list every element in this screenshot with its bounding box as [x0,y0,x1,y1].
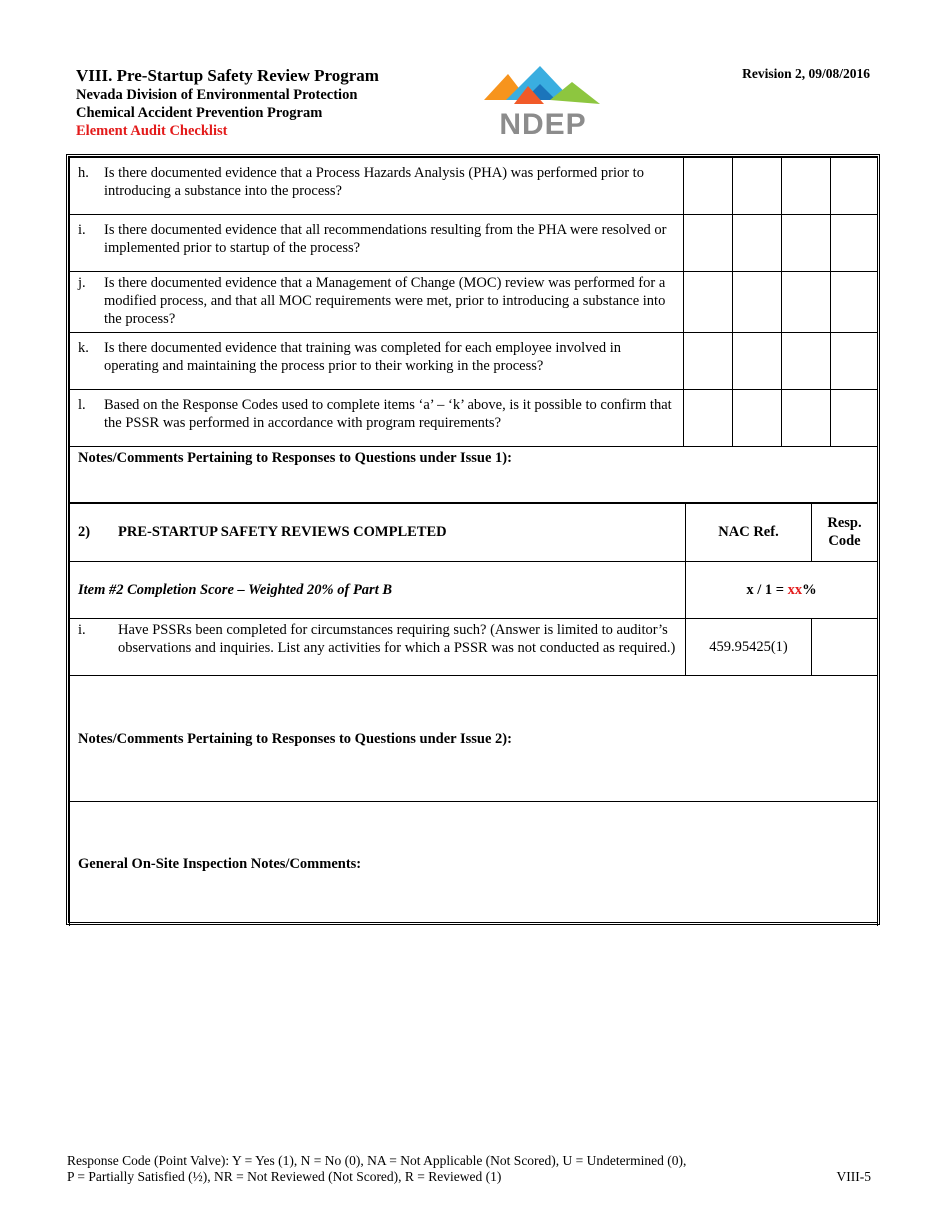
mountain-logo-icon [484,64,602,114]
question-label: i. [78,222,86,238]
legend-line-2: P = Partially Satisfied (½), NR = Not Reviewed (Not Scored), R = Reviewed (1) [67,1169,502,1184]
response-cell[interactable] [733,333,782,390]
completion-score-row [70,562,878,619]
agency-name: Nevada Division of Environmental Protection [76,87,358,103]
logo-text: NDEP [499,108,587,141]
score-placeholder: xx [787,582,803,598]
question-row-j [70,272,878,333]
section-2-table [69,504,878,926]
response-cell[interactable] [733,390,782,447]
document-header [76,66,436,140]
question-text: Based on the Response Codes used to complete items ‘a’ – ‘k’ above, is it possible to confirm that the PSSR was performed in accordance with program requirements? [104,397,672,431]
question-row-k [70,333,878,390]
completion-score-label: Item #2 Completion Score – Weighted 20% of Part B [78,582,393,598]
response-code-legend [67,1153,686,1185]
legend-line-1: Response Code (Point Valve): Y = Yes (1), N = No (0), NA = Not Applicable (Not Scored), U = Undetermined (0), [67,1153,687,1168]
question-label: j. [78,275,86,291]
ndep-logo [484,64,602,142]
section-2-header-row [70,504,878,562]
question-label: i. [78,622,86,638]
question-row-l [70,390,878,447]
response-cell[interactable] [733,272,782,333]
question-row-i [70,215,878,272]
response-cell[interactable] [831,215,878,272]
response-cell[interactable] [831,333,878,390]
response-cell[interactable] [782,390,831,447]
response-cell[interactable] [782,333,831,390]
response-cell[interactable] [831,158,878,215]
question-text: Is there documented evidence that training was completed for each employee involved in operating and maintaining the process prior to their working in the process? [104,340,621,374]
audit-checklist-table [66,154,880,925]
question-label: h. [78,165,89,181]
response-cell[interactable] [782,272,831,333]
resp-code-header: Resp. Code [812,504,878,562]
response-cell[interactable] [684,215,733,272]
response-cell[interactable] [684,333,733,390]
question-row-h [70,158,878,215]
response-cell[interactable] [684,158,733,215]
nac-ref-value: 459.95425(1) [686,619,812,676]
section-title: VIII. Pre-Startup Safety Review Program [76,66,379,85]
question-row-2i [70,619,878,676]
notes-issue-1-label: Notes/Comments Pertaining to Responses to Questions under Issue 1): [78,450,512,466]
nac-ref-header: NAC Ref. [686,504,812,562]
page-number: VIII-5 [836,1169,871,1184]
question-label: l. [78,397,86,413]
revision-label: Revision 2, 09/08/2016 [742,66,870,81]
section-2-title: PRE-STARTUP SAFETY REVIEWS COMPLETED [118,524,447,541]
response-cell[interactable] [733,158,782,215]
questions-table [69,157,878,504]
question-text: Is there documented evidence that a Process Hazards Analysis (PHA) was performed prior to introducing a substance into the process? [104,165,644,199]
general-notes-label: General On-Site Inspection Notes/Comments: [78,855,362,872]
question-label: k. [78,340,89,356]
response-cell[interactable] [684,272,733,333]
section-2-number: 2) [78,524,91,541]
response-cell[interactable] [831,272,878,333]
notes-issue-2-label: Notes/Comments Pertaining to Responses to Questions under Issue 2): [78,730,512,747]
response-cell[interactable] [812,619,878,676]
response-cell[interactable] [831,390,878,447]
notes-issue-1-row [70,447,878,503]
checklist-title: Element Audit Checklist [76,123,228,139]
general-notes-row [70,802,878,926]
response-cell[interactable] [782,158,831,215]
response-cell[interactable] [684,390,733,447]
response-cell[interactable] [782,215,831,272]
question-text: Is there documented evidence that all recommendations resulting from the PHA were resolved or implemented prior to startup of the process? [104,222,667,256]
completion-score-value: x / 1 = xx% [686,562,878,619]
question-text: Is there documented evidence that a Management of Change (MOC) review was performed for a modified process, and that all MOC requirements were met, prior to introducing a substance into the process? [104,275,666,327]
program-name: Chemical Accident Prevention Program [76,105,323,121]
notes-issue-2-row [70,676,878,802]
response-cell[interactable] [733,215,782,272]
question-text: Have PSSRs been completed for circumstances requiring such? (Answer is limited to auditor’s observations and inquiries. List any activities for which a PSSR was not conducted as required.) [118,622,676,656]
